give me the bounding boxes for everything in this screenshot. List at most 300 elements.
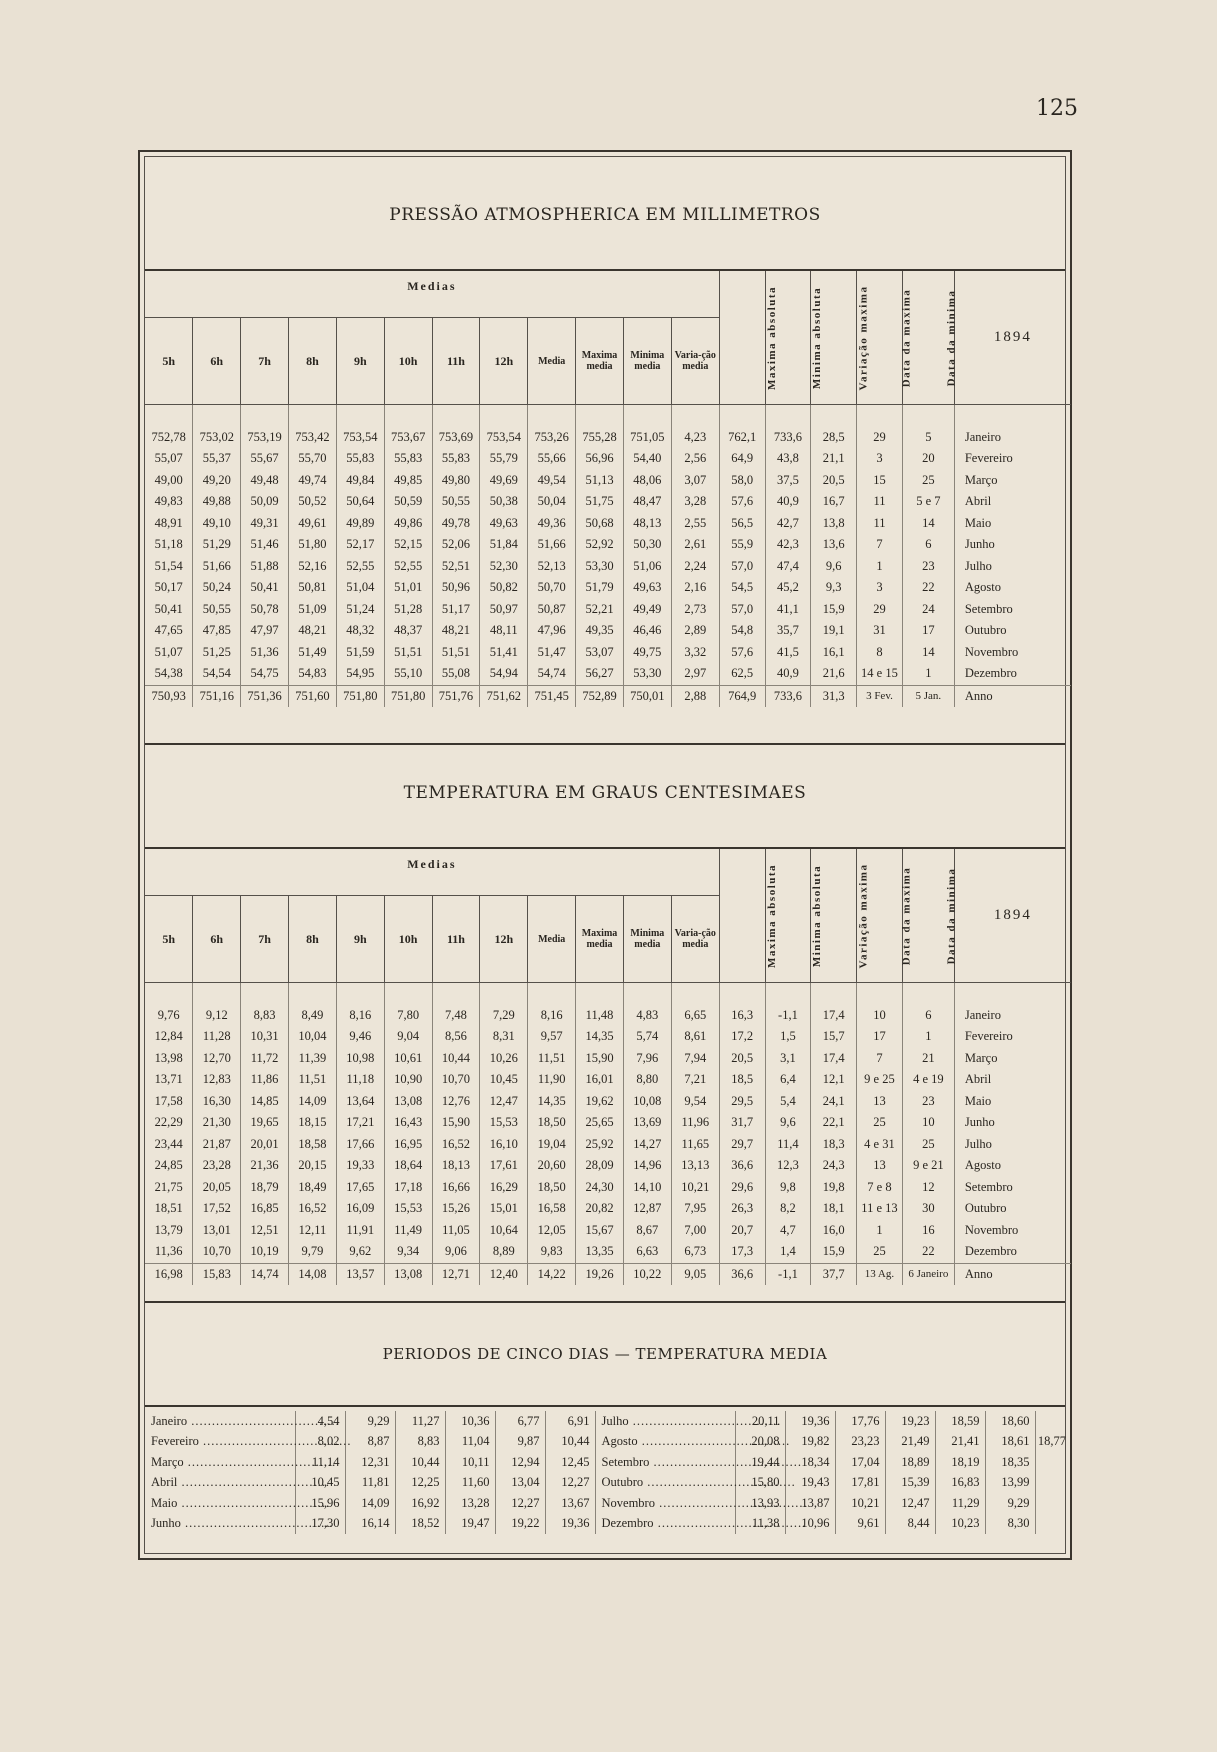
temperature-header-cell: 12h [480,896,528,983]
pressure-value-cell: 49,00 [154,472,183,487]
temperature-value-cell: 12,47 [480,1091,528,1113]
pressure-value-cell: 16,7 [811,491,857,513]
pressure-value-cell: 752,78 [151,429,186,444]
temperature-header-label: Minima absoluta [810,864,823,968]
pressure-header-cell: Maxima media [576,318,624,405]
temperature-value-cell: 16,29 [480,1177,528,1199]
temperature-value-cell: 14,35 [576,1026,624,1048]
temperature-spacer-cell [719,983,765,1005]
pressure-value-cell: 50,17 [154,580,183,595]
pressure-value-cell: 51,51 [432,642,480,664]
temperature-value-cell: 15,9 [811,1241,857,1263]
pressure-value-cell: 29 [857,599,903,621]
pressure-spacer-cell [480,405,528,427]
pressure-spacer-cell [765,405,811,427]
temperature-value-cell: 1 [902,1026,954,1048]
temperature-value-cell: 12,05 [528,1220,576,1242]
pressure-value-cell: 1 [902,663,954,685]
periods-value-cell: 14,09 [345,1493,395,1514]
periods-value-cell: 8,02 [295,1432,345,1453]
temperature-header-cell [719,849,778,983]
temperature-value-cell: 20,05 [193,1177,241,1199]
temperature-value-cell: 17,2 [719,1026,765,1048]
periods-value-cell: 8,83 [395,1432,445,1453]
periods-value-cell: 11,81 [345,1473,395,1494]
temperature-value-cell: 16,0 [811,1220,857,1242]
pressure-value-cell: 57,6 [719,642,765,664]
periods-month-label: Outubro ..... [602,1475,796,1489]
temperature-header-cell: Varia-ção media [671,896,719,983]
pressure-value-cell: 55,10 [384,663,432,685]
temperature-value-cell: 8,89 [480,1241,528,1263]
temperature-value-cell: 11,36 [154,1244,183,1259]
pressure-group-label: Medias [407,279,457,293]
temperature-value-cell: 11,90 [528,1069,576,1091]
pressure-value-cell: 50,59 [384,491,432,513]
temperature-value-cell: 18,50 [528,1112,576,1134]
pressure-row [145,427,1071,449]
temperature-value-cell: 36,6 [719,1155,765,1177]
temperature-bottom-rule [145,1301,1065,1303]
pressure-value-cell: 19,1 [811,620,857,642]
periods-value-cell: 19,47 [445,1514,495,1535]
temperature-value-cell: 17,61 [480,1155,528,1177]
pressure-value-cell: 50,82 [480,577,528,599]
pressure-value-cell: 51,25 [193,642,241,664]
pressure-value-cell: 11 [857,491,903,513]
periods-row [145,1452,1071,1473]
pressure-value-cell: 48,91 [154,515,183,530]
temperature-total-cell: 14,74 [241,1263,289,1285]
temperature-value-cell: 25,65 [576,1112,624,1134]
pressure-value-cell: 20,5 [811,470,857,492]
periods-value-cell: 18,60 [985,1411,1035,1432]
periods-month-cell [145,1493,295,1514]
pressure-value-cell: 47,85 [193,620,241,642]
temperature-table [145,849,1071,1285]
temperature-value-cell: 23,28 [193,1155,241,1177]
pressure-value-cell: 49,61 [289,513,337,535]
temperature-value-cell: 9,12 [193,1005,241,1027]
periods-month-cell [595,1514,735,1535]
temperature-value-cell: 29,5 [719,1091,765,1113]
temperature-value-cell: 18,3 [811,1134,857,1156]
pressure-value-cell: 56,27 [576,663,624,685]
pressure-total-cell: 31,3 [811,685,857,707]
pressure-value-cell: 49,86 [384,513,432,535]
temperature-value-cell: 9,46 [336,1026,384,1048]
pressure-value-cell: 11 [857,513,903,535]
pressure-total-cell: 3 Fev. [857,685,903,707]
pressure-total-cell: 750,93 [145,685,193,707]
pressure-value-cell: 52,51 [432,556,480,578]
temperature-value-cell: 16,52 [432,1134,480,1156]
temperature-value-cell: 13,79 [154,1222,183,1237]
pressure-value-cell: 50,55 [193,599,241,621]
temperature-value-cell: 1,4 [765,1241,811,1263]
pressure-value-cell: 56,96 [576,448,624,470]
temperature-total-cell: 12,71 [432,1263,480,1285]
temperature-value-cell: 17,4 [811,1005,857,1027]
periods-value-cell: 13,28 [445,1493,495,1514]
temperature-total-cell: 13,57 [336,1263,384,1285]
pressure-total-cell: 751,62 [480,685,528,707]
temperature-value-cell: 18,79 [241,1177,289,1199]
temperature-header-label: Data da minima [945,867,958,965]
periods-value-cell: 19,82 [785,1432,835,1453]
pressure-value-cell: 49,54 [528,470,576,492]
pressure-value-cell: 733,6 [765,427,811,449]
pressure-total-cell: 764,9 [719,685,765,707]
temperature-value-cell: 14,35 [528,1091,576,1113]
temperature-row [145,1069,1071,1091]
pressure-value-cell: 49,74 [289,470,337,492]
pressure-value-cell: 50,24 [193,577,241,599]
pressure-value-cell: 49,36 [528,513,576,535]
temperature-row [145,1112,1071,1134]
temperature-value-cell: 18,58 [289,1134,337,1156]
temperature-value-cell: 21,36 [241,1155,289,1177]
pressure-value-cell: 51,47 [528,642,576,664]
periods-value-cell: 10,44 [395,1452,445,1473]
pressure-value-cell: 49,85 [384,470,432,492]
pressure-spacer-cell [902,405,954,427]
temperature-value-cell: 11,05 [432,1220,480,1242]
temperature-value-cell: 4,83 [623,1005,671,1027]
pressure-value-cell: 51,54 [154,558,183,573]
temperature-row [145,1220,1071,1242]
pressure-value-cell: 50,41 [241,577,289,599]
temperature-value-cell: 13,13 [671,1155,719,1177]
pressure-value-cell: 48,11 [480,620,528,642]
temperature-value-cell: 31,7 [719,1112,765,1134]
pressure-value-cell: 62,5 [719,663,765,685]
periods-value-cell: 19,23 [885,1411,935,1432]
temperature-value-cell: 16,52 [289,1198,337,1220]
temperature-value-cell: 15,90 [576,1048,624,1070]
temperature-spacer-cell [902,983,954,1005]
temperature-value-cell: 13,64 [336,1091,384,1113]
periods-value-cell: 10,44 [545,1432,595,1453]
temperature-value-cell: 25,92 [576,1134,624,1156]
temperature-header-cell: 7h [241,896,289,983]
pressure-value-cell: 35,7 [765,620,811,642]
temperature-title: TEMPERATURA EM GRAUS CENTESIMAES [403,783,807,803]
pressure-value-cell: 17 [902,620,954,642]
temperature-value-cell: 12,1 [811,1069,857,1091]
temperature-value-cell: 18,13 [432,1155,480,1177]
temperature-total-cell: 19,26 [576,1263,624,1285]
pressure-header-cell: 12h [480,318,528,405]
periods-value-cell: 23,23 [835,1432,885,1453]
pressure-value-cell: 55,07 [154,451,183,466]
pressure-header-cell: 6h [193,318,241,405]
pressure-value-cell: 49,84 [336,470,384,492]
periods-value-cell: 10,36 [445,1411,495,1432]
temperature-value-cell: 13,69 [623,1112,671,1134]
temperature-value-cell: 8,49 [289,1005,337,1027]
pressure-value-cell: 3,07 [671,470,719,492]
pressure-total-cell: 751,36 [241,685,289,707]
periods-value-cell: 10,96 [785,1514,835,1535]
pressure-total-cell: Anno [954,685,1071,707]
temperature-header-cell: Media [528,896,576,983]
pressure-value-cell: 55,83 [432,448,480,470]
pressure-value-cell: 51,24 [336,599,384,621]
temperature-value-cell: 5,74 [623,1026,671,1048]
pressure-value-cell: 53,30 [576,556,624,578]
pressure-row [145,577,1071,599]
periods-value-cell: 10,23 [935,1514,985,1535]
temperature-value-cell: 17,52 [193,1198,241,1220]
pressure-value-cell: 41,5 [765,642,811,664]
pressure-month-cell: Maio [954,513,1071,535]
periods-value-cell: 19,36 [545,1514,595,1535]
temperature-value-cell: 17,18 [384,1177,432,1199]
pressure-value-cell: 23 [902,556,954,578]
temperature-total-row [145,1263,1071,1285]
temperature-spacer-cell [480,983,528,1005]
temperature-value-cell: 18,64 [384,1155,432,1177]
pressure-group-row [145,271,1071,318]
periods-value-cell: 8,44 [885,1514,935,1535]
pressure-value-cell: 51,59 [336,642,384,664]
temperature-value-cell: 19,33 [336,1155,384,1177]
temperature-value-cell: 19,62 [576,1091,624,1113]
pressure-value-cell: 49,31 [241,513,289,535]
pressure-value-cell: 2,16 [671,577,719,599]
temperature-value-cell: 16,09 [336,1198,384,1220]
temperature-group-label: Medias [407,857,457,871]
periods-value-cell: 15,39 [885,1473,935,1494]
pressure-row [145,663,1071,685]
temperature-value-cell: 15,67 [576,1220,624,1242]
pressure-header-cell: 11h [432,318,480,405]
periods-month-label: Novembro ..... [602,1496,808,1510]
temperature-row [145,1177,1071,1199]
pressure-value-cell: 14 [902,513,954,535]
temperature-value-cell: 10,90 [384,1069,432,1091]
temperature-value-cell: 13 [857,1091,903,1113]
pressure-spacer-cell [576,405,624,427]
temperature-value-cell: 14,09 [289,1091,337,1113]
temperature-value-cell: 9,34 [384,1241,432,1263]
pressure-value-cell: 51,29 [193,534,241,556]
periods-value-cell: 12,27 [495,1493,545,1514]
temperature-value-cell: 8,2 [765,1198,811,1220]
pressure-value-cell: 51,49 [289,642,337,664]
pressure-month-cell: Dezembro [954,663,1071,685]
pressure-value-cell: 49,83 [154,494,183,509]
temperature-total-cell: 10,22 [623,1263,671,1285]
temperature-header-cell: 1894 [954,849,1071,983]
pressure-header-cell: 10h [384,318,432,405]
pressure-value-cell: 51,09 [289,599,337,621]
temperature-month-cell: Setembro [954,1177,1071,1199]
temperature-value-cell: 10,08 [623,1091,671,1113]
pressure-value-cell: 47,65 [154,623,183,638]
temperature-month-cell: Março [954,1048,1071,1070]
temperature-month-cell: Junho [954,1112,1071,1134]
periods-month-cell [145,1432,295,1453]
pressure-value-cell: 56,5 [719,513,765,535]
pressure-value-cell: 54,8 [719,620,765,642]
temperature-value-cell: 29,6 [719,1177,765,1199]
periods-month-cell [145,1514,295,1535]
periods-value-cell: 12,47 [885,1493,935,1514]
pressure-value-cell: 50,04 [528,491,576,513]
pressure-value-cell: 42,7 [765,513,811,535]
pressure-value-cell: 2,61 [671,534,719,556]
pressure-value-cell: 51,80 [289,534,337,556]
periods-value-cell: 8,30 [985,1514,1035,1535]
temperature-row [145,1198,1071,1220]
periods-value-cell: 11,29 [935,1493,985,1514]
periods-extra-cell [1035,1493,1071,1514]
pressure-value-cell: 15 [857,470,903,492]
periods-value-cell: 17,76 [835,1411,885,1432]
pressure-row [145,470,1071,492]
pressure-spacer-cell [528,405,576,427]
pressure-value-cell: 4,23 [671,427,719,449]
pressure-value-cell: 9,6 [811,556,857,578]
temperature-value-cell: 13,08 [384,1091,432,1113]
pressure-value-cell: 50,55 [432,491,480,513]
periods-top-rule [145,1405,1065,1407]
pressure-value-cell: 51,17 [432,599,480,621]
periods-month-label: Dezembro ..... [602,1516,807,1530]
temperature-value-cell: 20,01 [241,1134,289,1156]
periods-month-label: Agosto ..... [602,1434,791,1448]
periods-value-cell: 18,52 [395,1514,445,1535]
pressure-value-cell: 13,6 [811,534,857,556]
pressure-value-cell: 16,1 [811,642,857,664]
temperature-value-cell: 9 e 25 [857,1069,903,1091]
pressure-value-cell: 20 [902,448,954,470]
pressure-value-cell: 51,66 [528,534,576,556]
periods-value-cell: 15,80 [735,1473,785,1494]
temperature-value-cell: 13,35 [576,1241,624,1263]
temperature-value-cell: 17,3 [719,1241,765,1263]
temperature-value-cell: 11,18 [336,1069,384,1091]
temperature-value-cell: 25 [902,1134,954,1156]
pressure-spacer-cell [623,405,671,427]
temperature-value-cell: 18,51 [154,1201,183,1216]
temperature-value-cell: 12,3 [765,1155,811,1177]
temperature-value-cell: 13 [857,1155,903,1177]
pressure-value-cell: 54,40 [623,448,671,470]
pressure-value-cell: 52,55 [384,556,432,578]
temperature-value-cell: 6,4 [765,1069,811,1091]
temperature-value-cell: 10,70 [432,1069,480,1091]
temperature-value-cell: 22,1 [811,1112,857,1134]
temperature-spacer-cell [765,983,811,1005]
temperature-value-cell: 25 [857,1112,903,1134]
periods-value-cell: 10,11 [445,1452,495,1473]
pressure-value-cell: 58,0 [719,470,765,492]
temperature-value-cell: 12,76 [432,1091,480,1113]
pressure-header-cell: 7h [241,318,289,405]
temperature-value-cell: 24,3 [811,1155,857,1177]
periods-value-cell: 16,83 [935,1473,985,1494]
pressure-value-cell: 48,21 [289,620,337,642]
periods-value-cell: 13,93 [735,1493,785,1514]
pressure-value-cell: 54,75 [241,663,289,685]
periods-month-cell [595,1493,735,1514]
periods-table [145,1411,1071,1534]
periods-title: PERIODOS DE CINCO DIAS — TEMPERATURA MEDIA [382,1345,828,1363]
pressure-value-cell: 52,30 [480,556,528,578]
periods-value-cell: 6,91 [545,1411,595,1432]
temperature-row [145,1091,1071,1113]
periods-value-cell: 11,04 [445,1432,495,1453]
pressure-value-cell: 5 [902,427,954,449]
pressure-value-cell: 49,80 [432,470,480,492]
periods-month-cell [595,1432,735,1453]
periods-value-cell: 10,21 [835,1493,885,1514]
temperature-value-cell: 9,04 [384,1026,432,1048]
temperature-value-cell: 7,80 [384,1005,432,1027]
temperature-value-cell: 19,8 [811,1177,857,1199]
tables-frame [138,150,1072,1560]
pressure-value-cell: 15,9 [811,599,857,621]
pressure-value-cell: 753,19 [241,427,289,449]
temperature-value-cell: 5,4 [765,1091,811,1113]
pressure-header-label: Maxima absoluta [765,285,778,391]
temperature-value-cell: 20,5 [719,1048,765,1070]
pressure-value-cell: 3 [857,577,903,599]
temperature-value-cell: 18,15 [289,1112,337,1134]
pressure-spacer-cell [336,405,384,427]
pressure-value-cell: 6 [902,534,954,556]
temperature-month-cell: Janeiro [954,1005,1071,1027]
pressure-value-cell: 54,83 [289,663,337,685]
temperature-value-cell: 7,00 [671,1220,719,1242]
temperature-header-label: Variação maxima [857,863,870,969]
temperature-value-cell: 1 [857,1220,903,1242]
periods-value-cell: 15,96 [295,1493,345,1514]
periods-value-cell: 11,27 [395,1411,445,1432]
pressure-value-cell: 41,1 [765,599,811,621]
periods-value-cell: 13,87 [785,1493,835,1514]
pressure-row [145,491,1071,513]
pressure-value-cell: 29 [857,427,903,449]
pressure-value-cell: 753,02 [193,427,241,449]
pressure-value-cell: 5 e 7 [902,491,954,513]
periods-value-cell: 19,22 [495,1514,545,1535]
periods-value-cell: 12,94 [495,1452,545,1473]
pressure-value-cell: 54,54 [193,663,241,685]
temperature-value-cell: 7,48 [432,1005,480,1027]
pressure-month-cell: Agosto [954,577,1071,599]
temperature-value-cell: 16,43 [384,1112,432,1134]
pressure-value-cell: 51,88 [241,556,289,578]
pressure-value-cell: 49,35 [576,620,624,642]
periods-month-label: Junho ..... [151,1516,334,1530]
temperature-value-cell: 30 [902,1198,954,1220]
temperature-value-cell: 11,49 [384,1220,432,1242]
temperature-value-cell: 22 [902,1241,954,1263]
temperature-spacer-cell [289,983,337,1005]
temperature-value-cell: 6 [902,1005,954,1027]
temperature-value-cell: -1,1 [765,1005,811,1027]
temperature-value-cell: 16,95 [384,1134,432,1156]
pressure-value-cell: 51,04 [336,577,384,599]
pressure-value-cell: 48,47 [623,491,671,513]
pressure-value-cell: 51,07 [154,644,183,659]
temperature-value-cell: 10,45 [480,1069,528,1091]
temperature-value-cell: 17,66 [336,1134,384,1156]
